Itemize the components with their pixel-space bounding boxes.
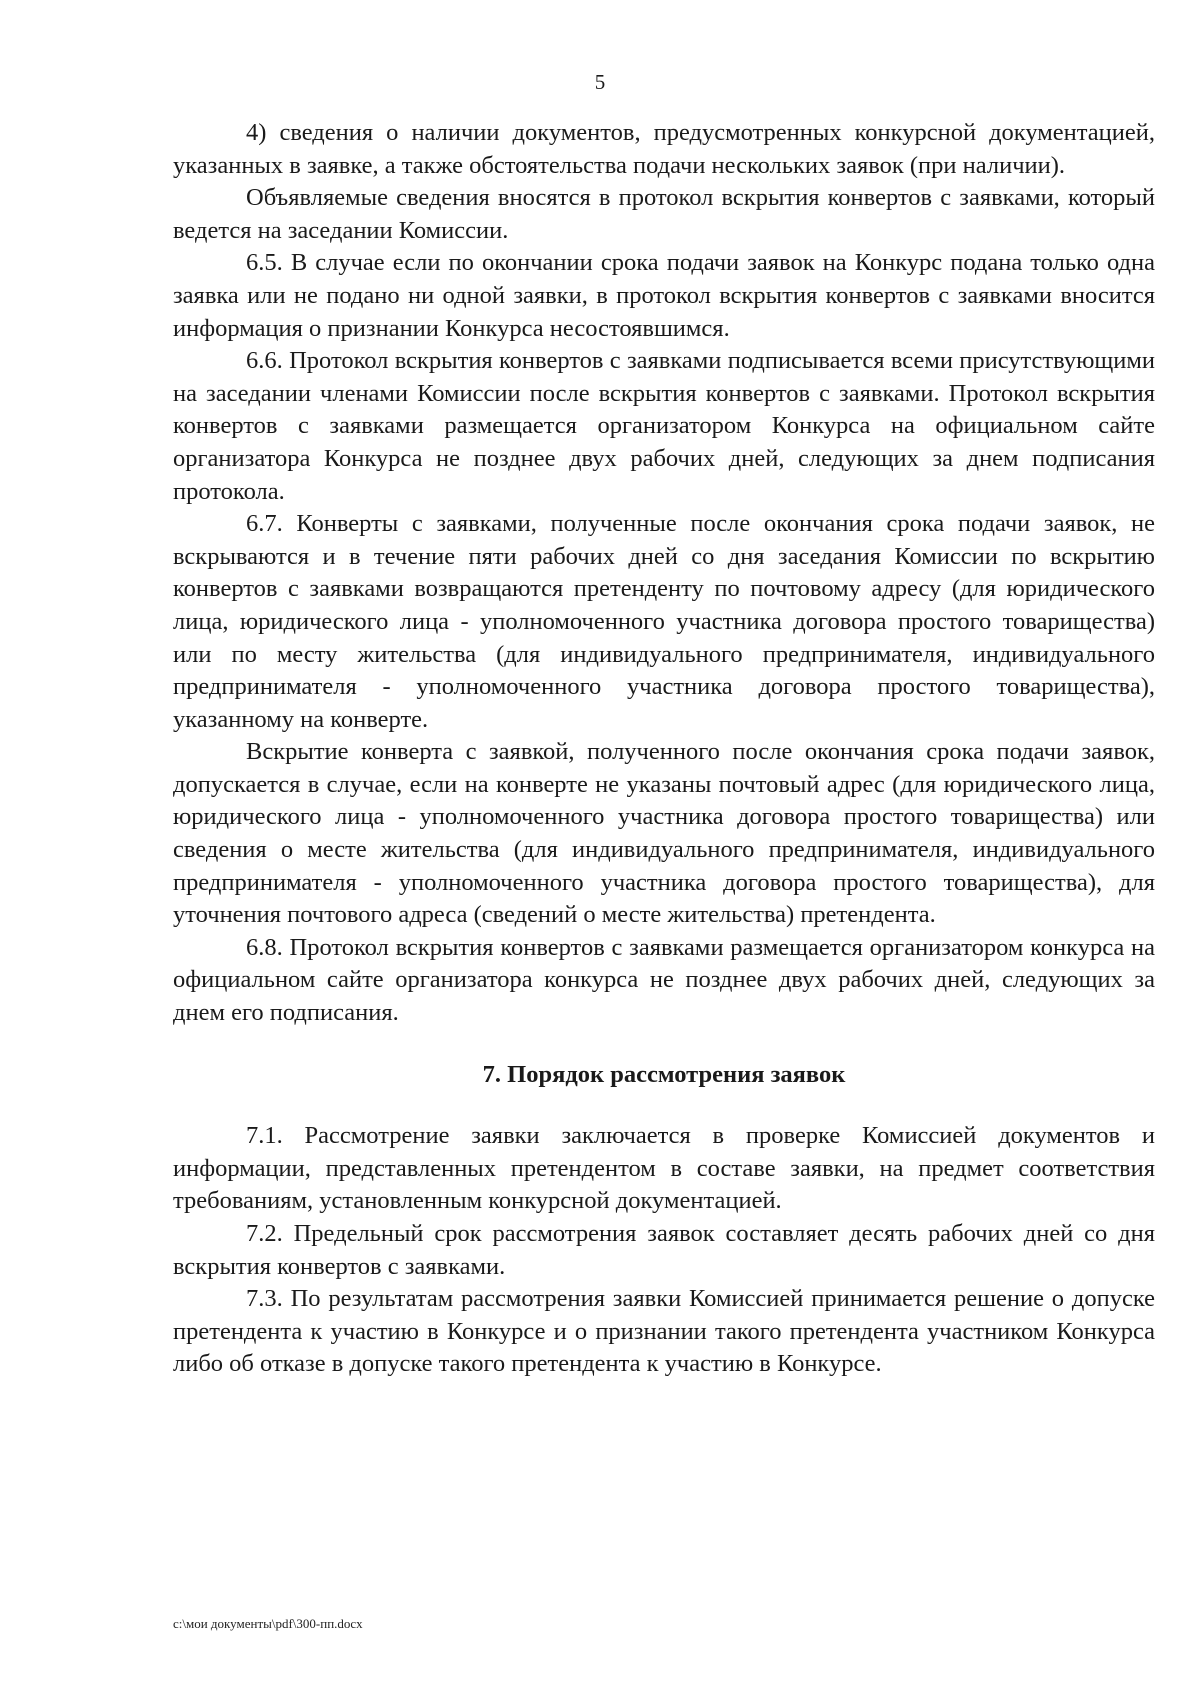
paragraph-7-3: 7.3. По результатам рассмотрения заявки Комиссией принимается решение о допуске претендента к участию в Конкурсе и о признании такого претендента участником Конкурса либо об отказе в допуске такого претендента к участию в Конкурсе. xyxy=(173,1285,1155,1378)
paragraph-envelope-opening: Вскрытие конверта с заявкой, полученного после окончания срока подачи заявок, допускается в случае, если на конверте не указаны почтовый адрес (для юридического лица, юридического лица - уполномоченного участника договора простого товарищества) или сведения о месте жительства (для индивидуального предпринимателя, индивидуального предпринимателя - уполномоченного участника договора простого товарищества), для уточнения почтового адреса (сведений о месте жительства) претендента. xyxy=(173,738,1155,929)
paragraph-6-8: 6.8. Протокол вскрытия конвертов с заявками размещается организатором конкурса на официальном сайте организатора конкурса не позднее двух рабочих дней, следующих за днем его подписания. xyxy=(173,933,1155,1027)
paragraph-7-1: 7.1. Рассмотрение заявки заключается в проверке Комиссией документов и информации, представленных претендентом в составе заявки, на предмет соответствия требованиям, установленным конкурсной документацией. xyxy=(173,1122,1155,1215)
paragraph-6-6: 6.6. Протокол вскрытия конвертов с заявками подписывается всеми присутствующими на заседании членами Комиссии после вскрытия конвертов с заявками. Протокол вскрытия конвертов с заявками размещается организатором Конкурса на официальном сайте организатора Конкурса не позднее двух рабочих дней, следующих за днем подписания протокола. xyxy=(173,347,1155,505)
paragraph-announced-info: Объявляемые сведения вносятся в протокол вскрытия конвертов с заявками, который ведется на заседании Комиссии. xyxy=(173,184,1155,244)
paragraph-item-4-documents: 4) сведения о наличии документов, предусмотренных конкурсной документацией, указанных в заявке, а также обстоятельства подачи нескольких заявок (при наличии). xyxy=(173,119,1155,179)
paragraph-7-2: 7.2. Предельный срок рассмотрения заявок составляет десять рабочих дней со дня вскрытия конвертов с заявками. xyxy=(173,1220,1155,1280)
page-number: 5 xyxy=(594,70,606,94)
paragraph-6-7: 6.7. Конверты с заявками, полученные после окончания срока подачи заявок, не вскрываются и в течение пяти рабочих дней со дня заседания Комиссии по вскрытию конвертов с заявками возвращаются претенденту по почтовому адресу (для юридического лица, юридического лица - уполномоченного участника договора простого товарищества) или по месту жительства (для индивидуального предпринимателя, индивидуального предпринимателя - уполномоченного участника договора простого товарищества), указанному на конверте. xyxy=(173,510,1155,733)
section-heading-7: 7. Порядок рассмотрения заявок xyxy=(482,1060,846,1088)
paragraph-6-5: 6.5. В случае если по окончании срока подачи заявок на Конкурс подана только одна заявка или не подано ни одной заявки, в протокол вскрытия конвертов с заявками вносится информация о признании Конкурса несостоявшимся. xyxy=(173,249,1155,342)
document-body xyxy=(173,117,1155,1381)
footer-file-path: c:\мои документы\pdf\300-пп.docx xyxy=(173,1616,363,1631)
